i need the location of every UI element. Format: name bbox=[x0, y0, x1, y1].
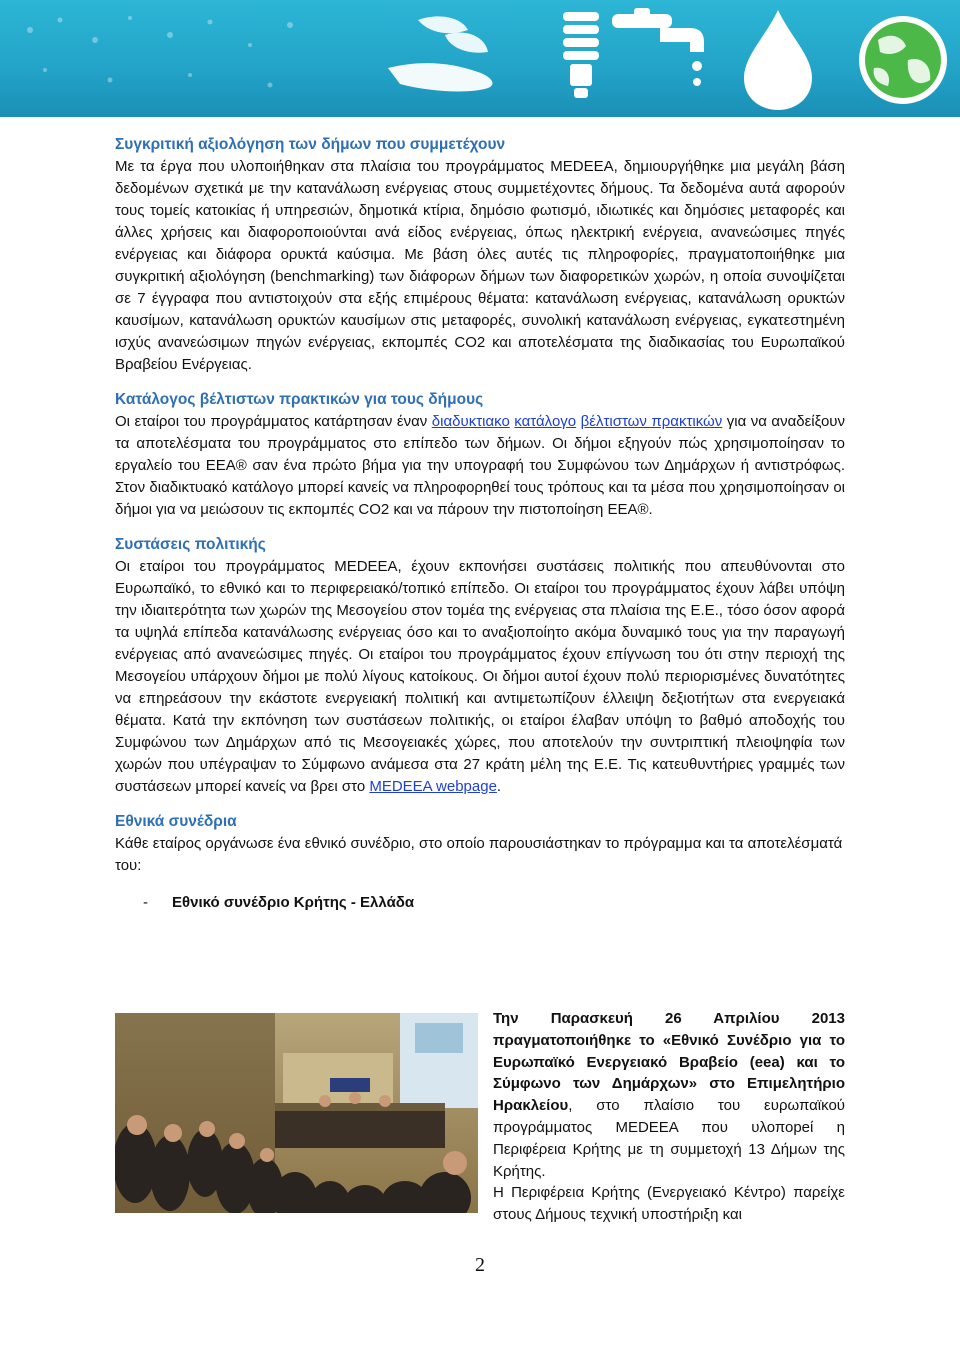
banner-graphics bbox=[0, 0, 960, 117]
page-number: 2 bbox=[475, 1254, 485, 1276]
leaves-hand-icon bbox=[388, 16, 493, 91]
conference-description bbox=[493, 1008, 845, 1226]
conference-paragraph bbox=[493, 1008, 845, 1182]
text-run: Οι εταίροι του προγράμματος κατάρτησαν έναν bbox=[115, 413, 432, 430]
text-run: Οι εταίροι του προγράμματος MEDEEA, έχουν εκπονήσει συστάσεις πολιτικής που απευθύνονται στο Ευρωπαϊκό, το εθνικό και το περιφερειακό/τοπικό επίπεδο. Οι εταίροι του προγράμματος έχουν λάβει υπόψη την ιδιαιτερότητα των χωρών της Μεσογείου στον τομέα της ενέργειας στα πλαίσια της Ε.Ε., τόσο όσον αφορά τα υψηλά επίπεδα κατανάλωσης ενέργειας όσο και το αναξιοποίητο ακόμα δυναμικό τους για την παραγωγή ενέργειας από ανανεώσιμες πηγές. Οι εταίροι του προγράμματος έχουν επίγνωση του ότι στην περιοχή της Μεσογείου υπάρχουν δήμοι με πολύ λίγους κατοίκους. Οι δήμοι αυτοί έχουν πολύ περιορισμένες δυνατότητες να επηρεάσουν την εκάστοτε ενεργειακή πολιτική και αντιμετωπίζουν έλλειψη δεξιοτήτων στα ενεργειακά θέματα. Κατά την εκπόνηση των συστάσεων πολιτικής, οι εταίροι έλαβαν υπόψη το βαθμό αποδοχής του Συμφώνου των Δημάρχων από τις Μεσογειακές χώρες, που αποτελούν την συντριπτική πλειοψηφία των χωρών που υπέγραψαν το Σύμφωνο ανάμεσα στα 27 κράτη μέλη της Ε.Ε. Τις κατευθυντήριες γραμμές των συστάσεων μπορεί κανείς να βρει στο bbox=[115, 558, 845, 795]
conferences-paragraph: Κάθε εταίρος οργάνωσε ένα εθνικό συνέδριο, στο οποίο παρουσιάστηκαν το πρόγραμμα και τα αποτελέσματά του: bbox=[115, 835, 843, 874]
conference-photo bbox=[115, 1013, 478, 1213]
support-paragraph: Η Περιφέρεια Κρήτης (Ενεργειακό Κέντρο) παρείχε στους Δήμους τεχνική υποστήριξη και bbox=[493, 1184, 845, 1224]
section-heading-best-practices: Κατάλογος βέλτιστων πρακτικών για τους δήμους bbox=[115, 391, 484, 408]
lightbulb-icon bbox=[563, 12, 599, 98]
document-body bbox=[115, 134, 845, 914]
medeea-webpage-link[interactable]: MEDEEA webpage bbox=[369, 778, 497, 795]
bullet-dash: - bbox=[143, 894, 148, 911]
globe-icon bbox=[859, 16, 947, 104]
best-practices-link[interactable]: βέλτιστων πρακτικών bbox=[580, 413, 723, 430]
list-item bbox=[115, 892, 845, 914]
benchmarking-paragraph: Με τα έργα που υλοποιήθηκαν στα πλαίσια του προγράμματος MEDEEA, δημιουργήθηκε μια μεγάλη βάση δεδομένων σχετικά με την κατανάλωση ενέργειας στους συμμετέχοντες δήμους. Τα δεδομένα αυτά αφορούν τους τομείς κατοικίας ή υπηρεσιών, δημοτικά κτίρια, δημόσιο φωτισμό, ιδιωτικές και δημόσιες μεταφορές και άλλες χρήσεις και διαφοροποιούνται ανά είδος ενέργειας, όπως ηλεκτρική ενέργεια, ανανεώσιμες πηγές ενέργειας και διάφορα ορυκτά καύσιμα. Με βάση όλες αυτές τις πληροφορίες, πραγματοποιήθηκε μια συγκριτική αξιολόγηση (benchmarking) των διάφορων δήμων των διαφορετικών χωρών, η οποία συνοψίζεται σε 7 έγγραφα που αντιστοιχούν στα εξής επιμέρους θέματα: κατανάλωση ενέργειας, κατανάλωση ορυκτών καυσίμων, κατανάλωση ορυκτών καυσίμων στις μεταφορές, συνολική κατανάλωση ενέργειας, εγκατεστημένη ισχύς ανανεώσιμων πηγών ενέργειας, εκπομπές CO2 και αποτελέσματα της διαδικασίας του Ευρωπαϊκού Βραβείου Ενέργειας. bbox=[115, 158, 845, 373]
section-heading-benchmarking: Συγκριτική αξιολόγηση των δήμων που συμμετέχουν bbox=[115, 136, 506, 153]
water-drop-icon bbox=[744, 10, 812, 110]
policy-paragraph bbox=[115, 556, 845, 798]
online-link[interactable]: διαδυκτιακο bbox=[431, 413, 510, 430]
text-run: . bbox=[496, 778, 502, 795]
section-heading-conferences: Εθνικά συνέδρια bbox=[115, 813, 237, 830]
catalogue-link[interactable]: κατάλογο bbox=[514, 413, 577, 430]
bullet-text: Εθνικό συνέδριο Κρήτης - Ελλάδα bbox=[172, 894, 415, 911]
faucet-icon bbox=[612, 8, 704, 86]
header-banner bbox=[0, 0, 960, 117]
best-practices-paragraph bbox=[115, 411, 845, 521]
conference-bold-text: Την Παρασκευή 26 Απριλίου 2013 πραγματοποιήθηκε το «Εθνικό Συνέδριο για το Ευρωπαϊκό Ενεργειακό Βραβείο (eea) και το Σύμφωνο των Δημάρχων» στο Επιμελητήριο Ηρακλείου bbox=[493, 1010, 845, 1115]
text-run: για να αναδείξουν τα αποτελέσματα του προγράμματος στο επίπεδο των δήμων. Οι δήμοι εξηγούν πώς χρησιμοποίησαν το εργαλείο του EEA® σαν ένα πρώτο βήμα για την υπογραφή του Συμφώνου των Δημάρχων ή αντιστρόφως. Στον διαδικτυακό κατάλογο μπορεί κανείς να πληροφορηθεί τους τρόπους και τα μέσα που χρησιμοποίησαν οι δήμοι για να μειώσουν τις εκπομπές CO2 και να πάρουν την πιστοποίηση EEA®. bbox=[115, 413, 845, 518]
section-heading-policy: Συστάσεις πολιτικής bbox=[115, 536, 266, 553]
text-run: , στο πλαίσιο του ευρωπαϊκού προγράμματος MEDEEA που υλοποpeί η Περιφέρεια Κρήτης με τη συμμετοχή 13 Δήμων της Κρήτης. bbox=[493, 1097, 845, 1180]
